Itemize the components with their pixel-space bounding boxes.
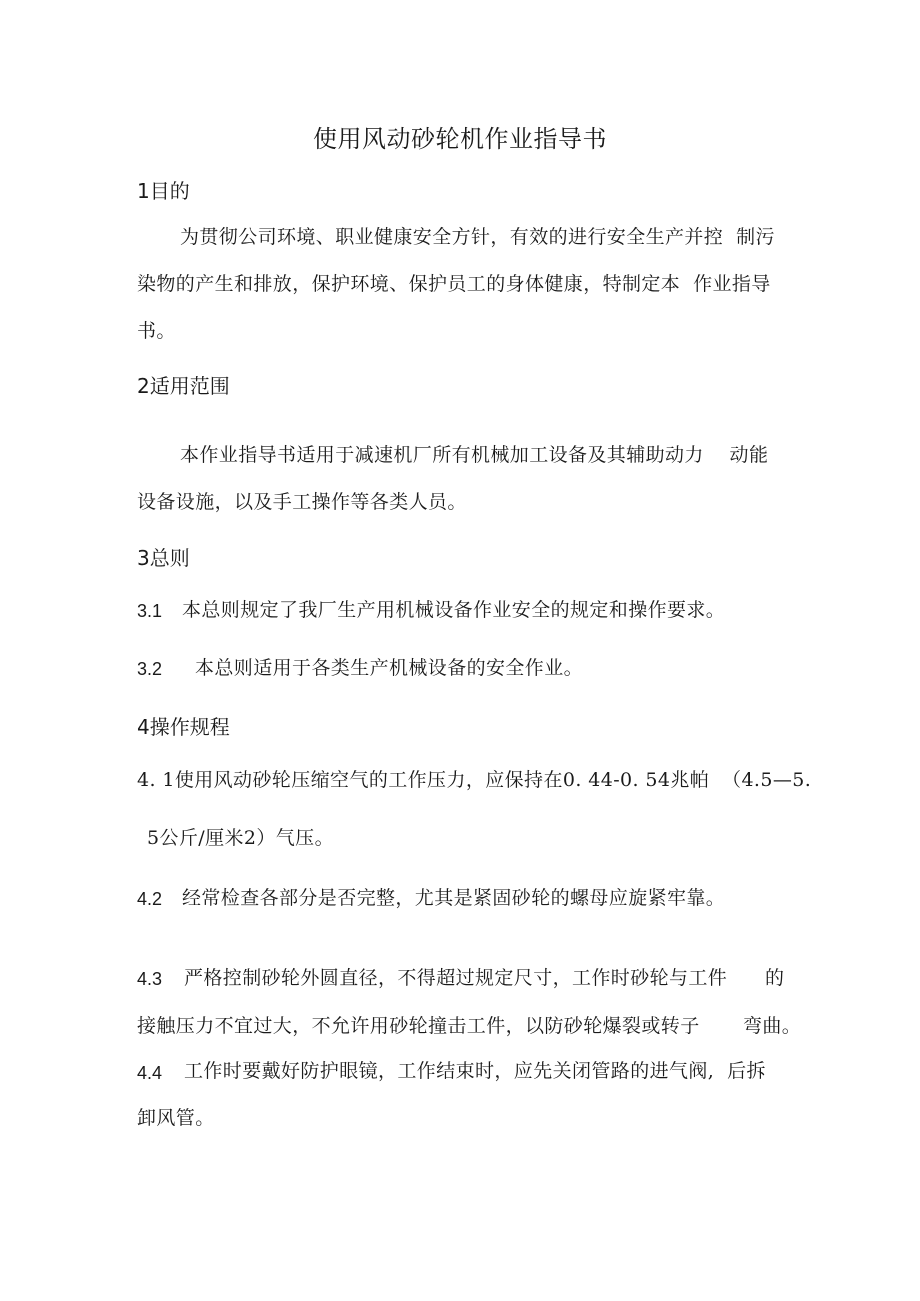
item-3-1-number: 3.1 xyxy=(137,601,163,621)
section-1-line-2: 染物的产生和排放，保护环境、保护员工的身体健康，特制定本 作业指导 xyxy=(137,273,771,295)
item-4-3-line-2-end: 弯曲。 xyxy=(743,1015,802,1037)
item-4-3-line-2: 接触压力不宜过大，不允许用砂轮撞击工件，以防砂轮爆裂或转子 xyxy=(137,1015,700,1037)
item-3-1-text: 本总则规定了我厂生产用机械设备作业安全的规定和操作要求。 xyxy=(182,599,726,621)
section-1-line-3: 书。 xyxy=(137,320,176,342)
item-4-4-line-1: 工作时要戴好防护眼镜，工作结束时，应先关闭管路的进气阀, 后拆 xyxy=(184,1060,766,1082)
section-2-line-1: 本作业指导书适用于减速机厂所有机械加工设备及其辅助动力 动能 xyxy=(180,444,769,466)
section-1-heading: 1目的 xyxy=(137,179,190,203)
section-4-heading: 4操作规程 xyxy=(137,715,230,739)
item-4-3-number: 4.3 xyxy=(137,969,163,989)
item-4-4-line-2: 卸风管。 xyxy=(137,1107,215,1129)
item-4-4-number: 4.4 xyxy=(137,1063,163,1083)
document-title: 使用风动砂轮机作业指导书 xyxy=(313,125,607,153)
section-1-line-1: 为贯彻公司环境、职业健康安全方针，有效的进行安全生产并控 制污 xyxy=(180,226,775,248)
item-4-2-number: 4.2 xyxy=(137,889,163,909)
item-4-3-line-1-end: 的 xyxy=(765,967,785,989)
item-4-3-line-1: 严格控制砂轮外圆直径，不得超过规定尺寸，工作时砂轮与工件 xyxy=(184,967,728,989)
section-2-line-2: 设备设施，以及手工操作等各类人员。 xyxy=(137,491,467,513)
item-3-2-number: 3.2 xyxy=(137,659,163,679)
section-2-heading: 2适用范围 xyxy=(137,374,230,398)
item-3-2-text: 本总则适用于各类生产机械设备的安全作业。 xyxy=(195,657,584,679)
item-4-1-line-2: 5公斤/厘米2）气压。 xyxy=(147,827,334,849)
item-4-1-line-1: 4. 1使用风动砂轮压缩空气的工作压力，应保持在0. 44-0. 54兆帕 （4.5—5. xyxy=(137,769,812,791)
item-4-2-text: 经常检查各部分是否完整，尤其是紧固砂轮的螺母应旋紧牢靠。 xyxy=(182,887,726,909)
section-3-heading: 3总则 xyxy=(137,546,190,570)
